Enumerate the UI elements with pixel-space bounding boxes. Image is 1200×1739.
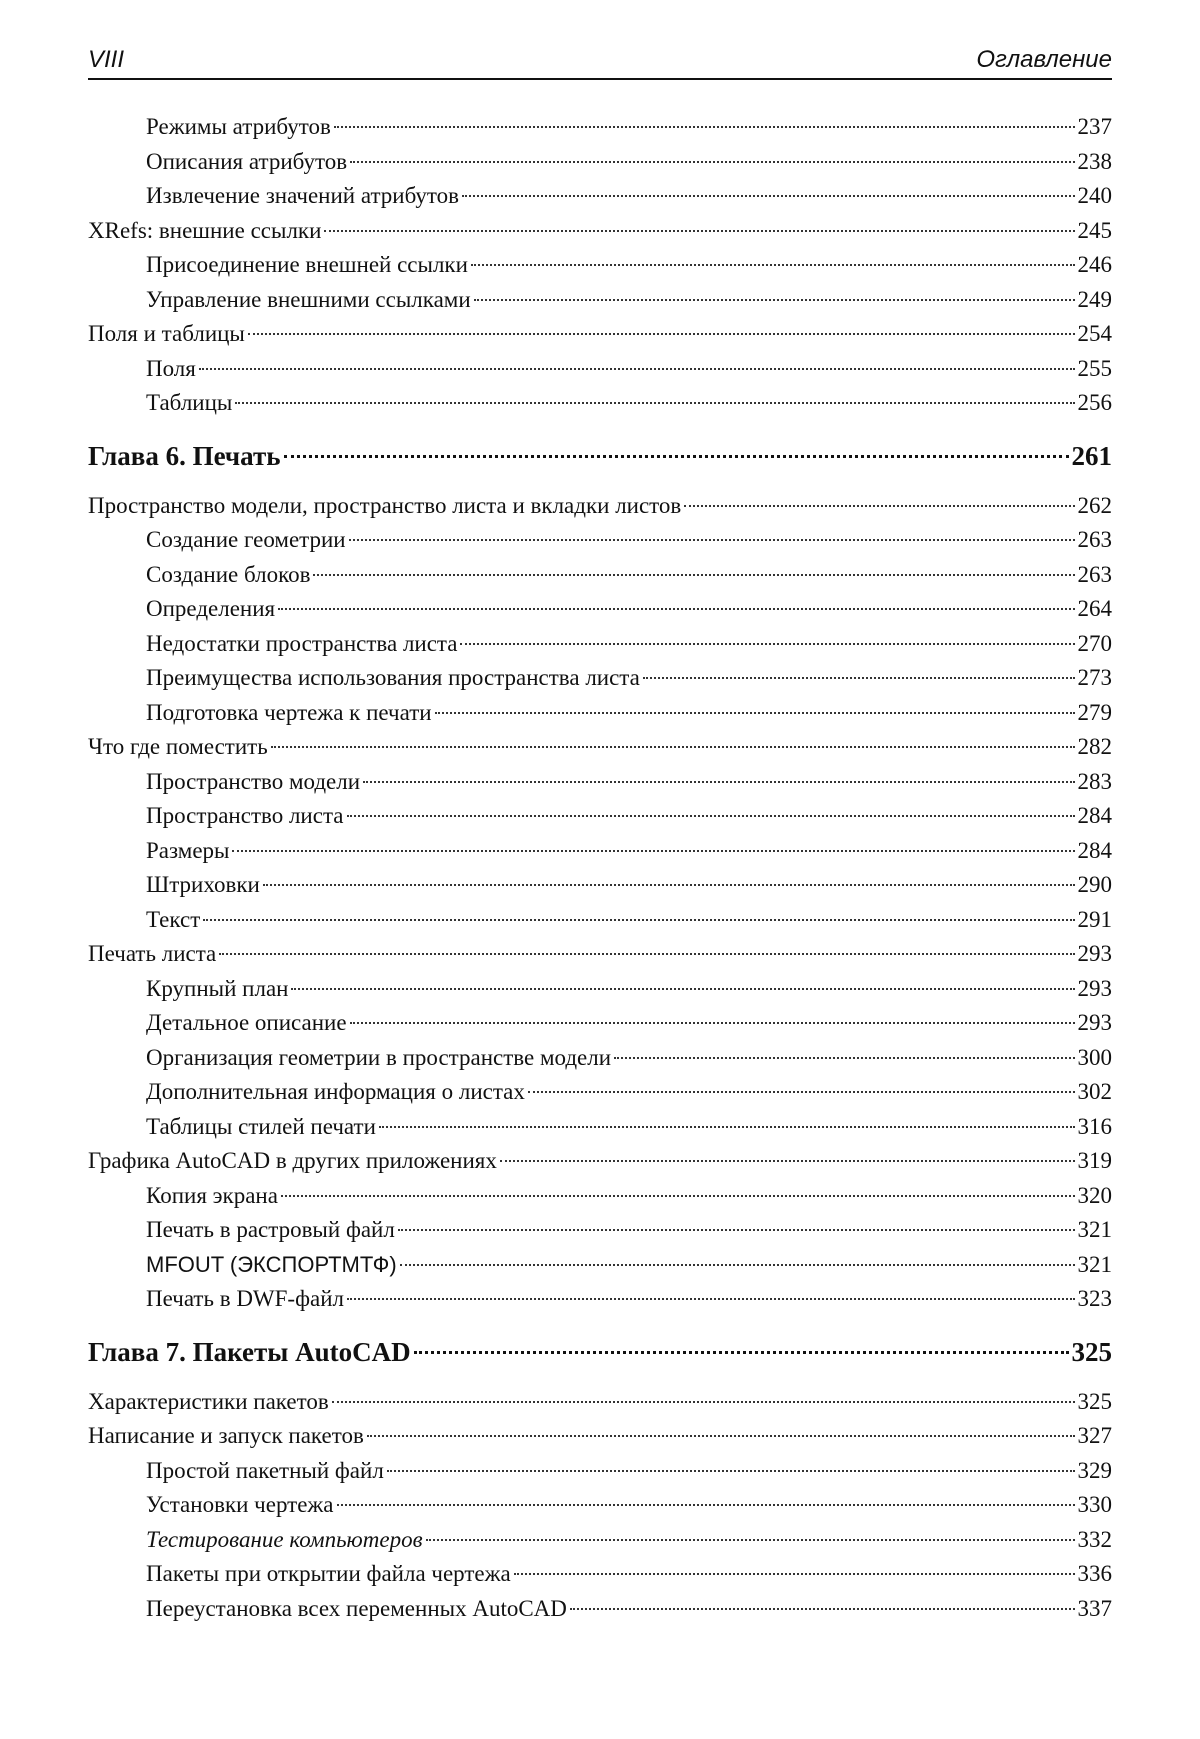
toc-entry-title: Написание и запуск пакетов — [88, 1423, 364, 1448]
toc-subsection-entry — [88, 386, 1112, 421]
toc-entry-title: Подготовка чертежа к печати — [146, 699, 432, 725]
toc-page-number: 255 — [1077, 355, 1112, 381]
toc-page-number: 321 — [1077, 1251, 1112, 1277]
dot-leader — [324, 230, 1074, 232]
toc-page-number: 270 — [1077, 630, 1112, 656]
toc-subsection-entry — [88, 1592, 1112, 1627]
toc-subsection-entry — [88, 558, 1112, 593]
dot-leader — [284, 455, 1069, 458]
toc-entry-title: Дополнительная информация о листах — [146, 1079, 525, 1104]
toc-entry-title: Извлечение значений атрибутов — [146, 183, 460, 208]
toc-page-number: 261 — [1071, 440, 1112, 471]
toc-subsection-entry — [88, 799, 1112, 834]
toc-entry-title: MFOUT (ЭКСПОРТМТФ) — [146, 1251, 397, 1277]
dot-leader — [350, 161, 1074, 163]
toc-page-number: 284 — [1077, 837, 1112, 863]
dot-leader — [349, 539, 1075, 541]
dot-leader — [350, 1022, 1075, 1024]
toc-entry-title: Печать в DWF-файл — [146, 1286, 344, 1311]
dot-leader — [248, 333, 1075, 335]
dot-leader — [281, 1195, 1075, 1197]
toc-entry-title: Управление внешними ссылками — [146, 286, 471, 312]
toc-section-entry — [88, 489, 1112, 524]
dot-leader — [462, 195, 1074, 197]
toc-page-number: 329 — [1077, 1457, 1112, 1483]
toc-page-number: 316 — [1077, 1113, 1112, 1139]
toc-subsection-entry — [88, 834, 1112, 869]
toc-page-number: 319 — [1077, 1148, 1112, 1173]
toc-subsection-entry — [88, 592, 1112, 627]
toc-section-entry — [88, 1419, 1112, 1454]
toc-subsection-entry — [88, 145, 1112, 180]
toc-subsection-entry — [88, 1179, 1112, 1214]
toc-section-entry — [88, 1144, 1112, 1179]
toc-subsection-entry — [88, 661, 1112, 696]
toc-section-entry — [88, 214, 1112, 249]
toc-page-number: 246 — [1077, 252, 1112, 277]
toc-page-number: 262 — [1077, 492, 1112, 518]
toc-entry-title: Печать листа — [88, 941, 217, 966]
dot-leader — [347, 815, 1075, 817]
dot-leader — [528, 1091, 1075, 1093]
dot-leader — [363, 781, 1074, 783]
dot-leader — [426, 1539, 1075, 1541]
toc-entry-title: Недостатки пространства листа — [146, 630, 458, 656]
toc-page-number: 336 — [1077, 1561, 1112, 1586]
toc-page-number: 337 — [1077, 1595, 1112, 1621]
toc-entry-title: Печать в растровый файл — [146, 1217, 395, 1242]
dot-leader — [263, 884, 1075, 886]
dot-leader — [203, 919, 1074, 921]
toc-page-number: 245 — [1077, 217, 1112, 243]
toc-subsection-entry — [88, 868, 1112, 903]
toc-subsection-entry — [88, 1213, 1112, 1248]
toc-subsection-entry — [88, 627, 1112, 662]
toc-entry-title: Пространство модели — [146, 768, 361, 794]
toc-entry-title: Размеры — [146, 837, 230, 863]
dot-leader — [460, 643, 1074, 645]
dot-leader — [684, 505, 1074, 507]
toc-subsection-entry — [88, 1248, 1112, 1283]
dot-leader — [614, 1057, 1074, 1059]
toc-page-number: 240 — [1077, 183, 1112, 208]
page-number-roman: VIII — [88, 46, 125, 73]
toc-entry-title: Характеристики пакетов — [88, 1388, 329, 1414]
toc-entry-title: Пространство модели, пространство листа и вкладки листов — [88, 492, 682, 518]
toc-page-number: 284 — [1077, 803, 1112, 828]
toc-section-entry — [88, 317, 1112, 352]
toc-page-number: 291 — [1077, 906, 1112, 932]
toc-entry-title: Графика AutoCAD в других приложениях — [88, 1148, 497, 1173]
dot-leader — [514, 1573, 1075, 1575]
dot-leader — [387, 1470, 1075, 1472]
toc-page-number: 263 — [1077, 561, 1112, 587]
toc-page-number: 321 — [1077, 1217, 1112, 1242]
toc-entry-title: Что где поместить — [88, 734, 268, 759]
toc-entry-title: Таблицы — [146, 390, 233, 415]
toc-page-number: 279 — [1077, 699, 1112, 725]
toc-subsection-entry — [88, 1557, 1112, 1592]
toc-page-number: 302 — [1077, 1079, 1112, 1104]
toc-entry-title: Простой пакетный файл — [146, 1457, 384, 1483]
toc-page-number: 327 — [1077, 1423, 1112, 1448]
dot-leader — [313, 574, 1074, 576]
dot-leader — [235, 402, 1074, 404]
toc-entry-title: Текст — [146, 906, 201, 932]
toc-subsection-entry — [88, 696, 1112, 731]
toc-entry-title: Определения — [146, 596, 276, 621]
toc-page-number: 325 — [1077, 1388, 1112, 1414]
toc-subsection-entry — [88, 1454, 1112, 1489]
page-header — [88, 42, 1112, 80]
toc-page-number: 254 — [1077, 321, 1112, 346]
toc-subsection-entry — [88, 765, 1112, 800]
toc-entry-title: Глава 6. Печать — [88, 440, 281, 471]
toc-subsection-entry — [88, 1041, 1112, 1076]
dot-leader — [643, 677, 1075, 679]
toc-subsection-entry — [88, 972, 1112, 1007]
dot-leader — [435, 712, 1075, 714]
toc-entry-title: Поля — [146, 355, 196, 381]
toc-page-number: 290 — [1077, 872, 1112, 897]
toc-page-number: 273 — [1077, 665, 1112, 690]
table-of-contents — [88, 110, 1112, 1626]
dot-leader — [278, 608, 1074, 610]
toc-page-number: 293 — [1077, 1010, 1112, 1035]
toc-entry-title: Преимущества использования пространства листа — [146, 665, 640, 690]
dot-leader — [367, 1435, 1075, 1437]
dot-leader — [474, 299, 1075, 301]
toc-entry-title: Установки чертежа — [146, 1492, 334, 1517]
toc-section-entry — [88, 730, 1112, 765]
toc-page-number: 320 — [1077, 1182, 1112, 1208]
toc-subsection-entry — [88, 1006, 1112, 1041]
toc-entry-title: Штриховки — [146, 872, 260, 897]
dot-leader — [219, 953, 1074, 955]
toc-entry-title: Организация геометрии в пространстве модели — [146, 1044, 612, 1070]
toc-subsection-entry — [88, 1075, 1112, 1110]
dot-leader — [232, 850, 1074, 852]
toc-page-number: 332 — [1077, 1526, 1112, 1552]
toc-subsection-entry — [88, 1523, 1112, 1558]
toc-page-number: 323 — [1077, 1286, 1112, 1311]
toc-entry-title: Пространство листа — [146, 803, 344, 828]
toc-entry-title: Создание блоков — [146, 561, 311, 587]
toc-entry-title: Переустановка всех переменных AutoCAD — [146, 1595, 567, 1621]
dot-leader — [334, 126, 1075, 128]
toc-entry-title: Тестирование компьютеров — [146, 1526, 423, 1552]
dot-leader — [570, 1608, 1075, 1610]
dot-leader — [332, 1401, 1075, 1403]
toc-entry-title: Поля и таблицы — [88, 321, 245, 346]
toc-entry-title: Присоединение внешней ссылки — [146, 252, 468, 277]
toc-page-number: 237 — [1077, 114, 1112, 139]
toc-entry-title: XRefs: внешние ссылки — [88, 217, 322, 243]
toc-page-number: 300 — [1077, 1044, 1112, 1070]
toc-subsection-entry — [88, 903, 1112, 938]
toc-chapter-heading — [88, 437, 1112, 475]
toc-page-number: 264 — [1077, 596, 1112, 621]
toc-entry-title: Детальное описание — [146, 1010, 347, 1035]
dot-leader — [398, 1229, 1075, 1231]
toc-page-number: 325 — [1071, 1336, 1112, 1367]
toc-entry-title: Пакеты при открытии файла чертежа — [146, 1561, 511, 1586]
toc-entry-title: Копия экрана — [146, 1182, 278, 1208]
dot-leader — [400, 1264, 1075, 1266]
toc-subsection-entry — [88, 283, 1112, 318]
toc-page-number: 263 — [1077, 527, 1112, 552]
dot-leader — [337, 1504, 1075, 1506]
toc-chapter-heading — [88, 1333, 1112, 1371]
dot-leader — [500, 1160, 1075, 1162]
toc-entry-title: Создание геометрии — [146, 527, 346, 552]
toc-subsection-entry — [88, 523, 1112, 558]
toc-section-entry — [88, 1385, 1112, 1420]
toc-entry-title: Режимы атрибутов — [146, 114, 331, 139]
dot-leader — [271, 746, 1075, 748]
dot-leader — [199, 368, 1075, 370]
toc-subsection-entry — [88, 248, 1112, 283]
toc-subsection-entry — [88, 110, 1112, 145]
dot-leader — [379, 1126, 1075, 1128]
toc-section-entry — [88, 937, 1112, 972]
toc-page-number: 283 — [1077, 768, 1112, 794]
toc-entry-title: Описания атрибутов — [146, 148, 348, 174]
toc-page-number: 238 — [1077, 148, 1112, 174]
toc-subsection-entry — [88, 179, 1112, 214]
toc-page-number: 293 — [1077, 975, 1112, 1001]
toc-page-number: 330 — [1077, 1492, 1112, 1517]
toc-subsection-entry — [88, 1110, 1112, 1145]
toc-page-number: 282 — [1077, 734, 1112, 759]
toc-subsection-entry — [88, 1282, 1112, 1317]
dot-leader — [347, 1298, 1075, 1300]
toc-page-number: 293 — [1077, 941, 1112, 966]
dot-leader — [471, 264, 1075, 266]
running-head-title: Оглавление — [976, 46, 1112, 73]
toc-entry-title: Крупный план — [146, 975, 289, 1001]
dot-leader — [414, 1351, 1069, 1354]
toc-subsection-entry — [88, 1488, 1112, 1523]
toc-entry-title: Таблицы стилей печати — [146, 1113, 376, 1139]
toc-subsection-entry — [88, 352, 1112, 387]
toc-entry-title: Глава 7. Пакеты AutoCAD — [88, 1336, 411, 1367]
toc-page-number: 256 — [1077, 390, 1112, 415]
toc-page-number: 249 — [1077, 286, 1112, 312]
dot-leader — [291, 988, 1074, 990]
